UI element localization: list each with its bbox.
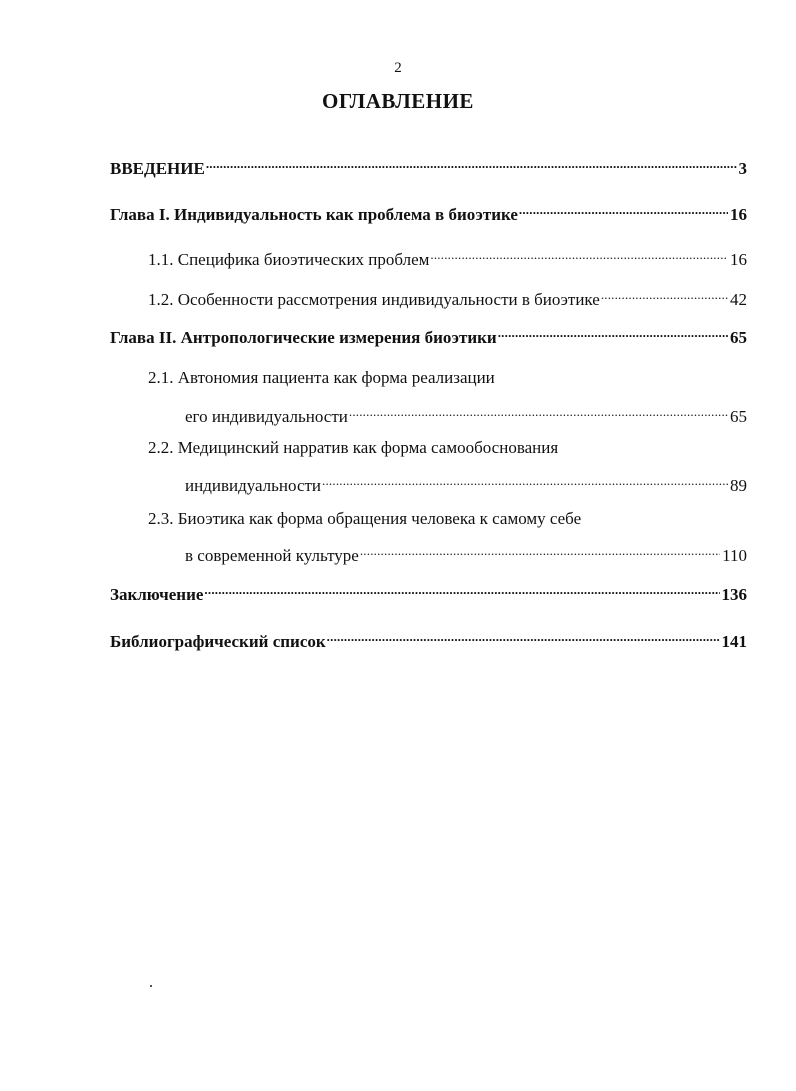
toc-entry-page: 89 [730,476,747,495]
toc-entry-conclusion[interactable] [110,578,747,604]
dot-leader [519,198,728,220]
toc-entry-label: в современной культуре [185,546,359,565]
toc-entry-label: ВВЕДЕНИЕ [110,159,205,178]
toc-entry-label: 1.1. Специфика биоэтических проблем [148,250,430,269]
toc-entry-label: Глава II. Антропологические измерения биоэтики [110,328,497,347]
toc-entry-section-2-1[interactable] [185,400,747,426]
toc-entry-label: Библиографический список [110,632,326,651]
toc-entry-section-2-3-line1: 2.3. Биоэтика как форма обращения человека к самому себе [148,509,582,528]
dot-leader [360,539,720,561]
toc-entry-label: Заключение [110,585,204,604]
toc-entry-page: 110 [722,546,747,565]
dot-leader [498,321,728,343]
toc-entry-section-1-1[interactable] [148,243,747,269]
page-number: 2 [394,60,402,76]
toc-entry-chapter-2[interactable] [110,321,747,347]
toc-entry-section-2-3[interactable] [185,539,747,565]
toc-entry-section-2-2-line1: 2.2. Медицинский нарратив как форма самообоснования [148,438,559,457]
toc-entry-label: индивидуальности [185,476,322,495]
dot-leader [206,152,737,174]
toc-entry-intro[interactable] [110,152,747,178]
toc-entry-page: 65 [730,328,747,347]
toc-entry-page: 136 [721,585,747,604]
toc-entry-label: 1.2. Особенности рассмотрения индивидуальности в биоэтике [148,290,600,309]
dot-leader [327,625,720,647]
dot-leader [204,578,719,600]
dot-leader [349,400,728,422]
page-title: ОГЛАВЛЕНИЕ [322,89,474,113]
toc-entry-label: Глава I. Индивидуальность как проблема в биоэтике [110,205,518,224]
toc-entry-page: 16 [730,250,747,269]
toc-entry-section-2-2[interactable] [185,469,747,495]
toc-entry-page: 16 [730,205,747,224]
toc-entry-page: 42 [730,290,747,309]
dot-leader [430,243,728,265]
toc-entry-section-2-1-line1: 2.1. Автономия пациента как форма реализации [148,368,495,387]
dot-leader [322,469,728,491]
toc-entry-bibliography[interactable] [110,625,747,651]
scan-speck [150,985,152,987]
toc-entry-label: его индивидуальности [185,407,348,426]
toc-entry-section-1-2[interactable] [148,283,747,309]
toc-entry-page: 141 [721,632,747,651]
toc-entry-page: 3 [738,159,747,178]
toc-entry-page: 65 [730,407,747,426]
dot-leader [601,283,728,305]
toc-entry-chapter-1[interactable] [110,198,747,224]
